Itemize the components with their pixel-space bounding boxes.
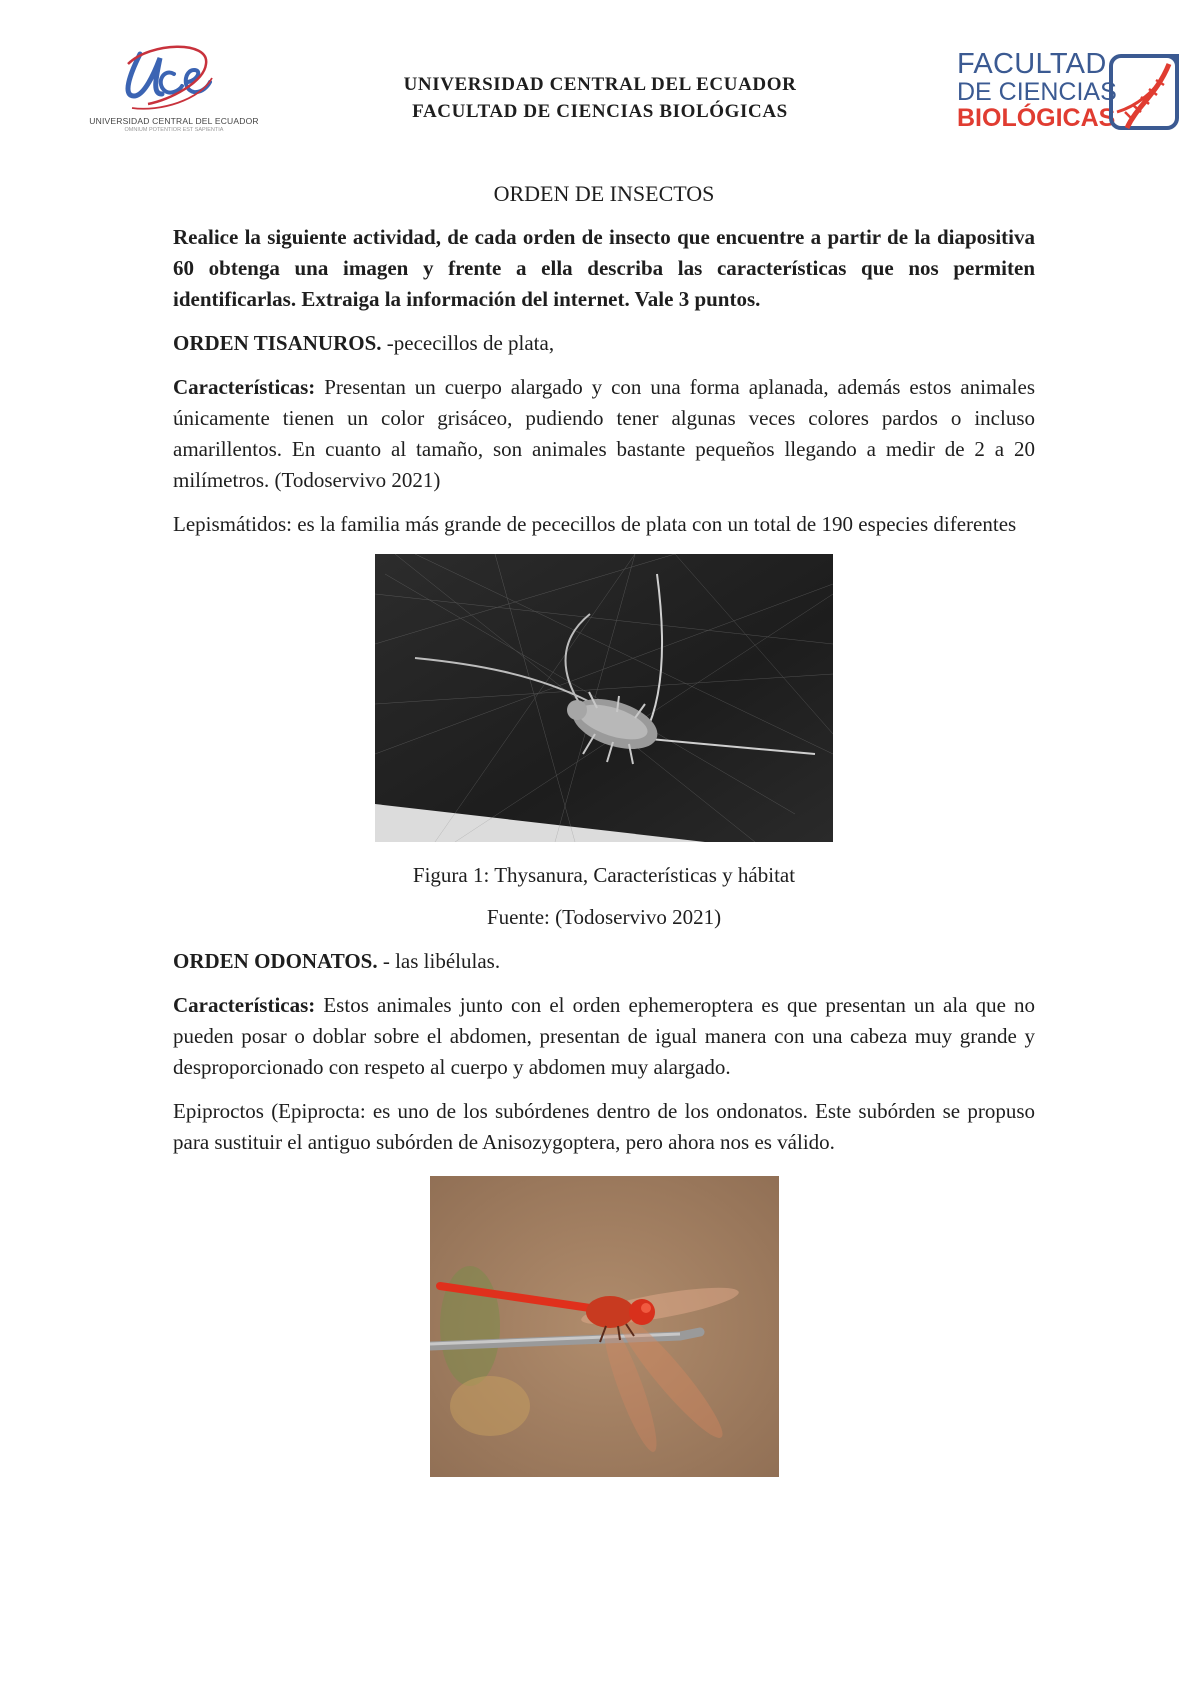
- uce-logo-mark: [70, 34, 270, 120]
- figure-silverfish: [173, 554, 1035, 842]
- section-heading-tisanuros: [173, 328, 1035, 359]
- characteristics-text: Presentan un cuerpo alargado y con una forma aplanada, además estos animales únicamente tienen un color grisáceo, pudiendo tener algunas veces colores pardos o incluso amarillentos. En cuanto al tamaño, son animales bastante pequeños llegando a medir de 2 a 20 milímetros. (Todoservivo 2021): [173, 375, 1035, 492]
- characteristics-paragraph: [173, 990, 1035, 1083]
- family-paragraph: Lepismátidos: es la familia más grande de pececillos de plata con un total de 190 especies diferentes: [173, 512, 1017, 536]
- section-heading-suffix: -pececillos de plata,: [381, 331, 555, 355]
- characteristics-label: Características:: [173, 375, 316, 399]
- figure-source: Fuente: (Todoservivo 2021): [486, 905, 722, 929]
- characteristics-paragraph: [173, 372, 1035, 496]
- characteristics-label: Características:: [173, 993, 316, 1017]
- header-text: [300, 71, 900, 125]
- uce-logo-subcaption: OMNIUM POTENTIOR EST SAPIENTIA: [124, 127, 224, 133]
- section-heading-odonatos: [173, 946, 1035, 977]
- faculty-logo-line3: BIOLÓGICAS: [957, 104, 1116, 132]
- figure-caption: Figura 1: Thysanura, Características y hábitat: [412, 863, 796, 887]
- figure-dragonfly: [173, 1176, 1035, 1477]
- faculty-logo-line2: DE CIENCIAS: [957, 78, 1117, 106]
- suborder-paragraph: Epiproctos (Epiprocta: es uno de los subórdenes dentro de los ondonatos. Este subórden se propuso para sustituir el antiguo subórden de Anisozygoptera, pero ahora nos es válido.: [173, 1099, 1035, 1154]
- document-body: [173, 178, 1035, 1495]
- characteristics-text: Estos animales junto con el orden ephemeroptera es que presentan un ala que no pueden posar o doblar sobre el abdomen, presentan de igual manera con una cabeza muy grande y desproporcionado con respeto al cuerpo y abdomen muy alargado.: [173, 993, 1035, 1079]
- faculty-logo-line1: FACULTAD: [957, 48, 1107, 80]
- dna-icon: [1107, 50, 1181, 132]
- faculty-name: FACULTAD DE CIENCIAS BIOLÓGICAS: [412, 101, 788, 122]
- section-heading-title: ORDEN ODONATOS.: [173, 949, 378, 973]
- university-name: UNIVERSIDAD CENTRAL DEL ECUADOR: [403, 74, 797, 95]
- dragonfly-photo: [430, 1176, 779, 1477]
- uce-logo-caption: UNIVERSIDAD CENTRAL DEL ECUADOR: [89, 116, 259, 126]
- section-heading-suffix: - las libélulas.: [377, 949, 501, 973]
- instructions-paragraph: Realice la siguiente actividad, de cada orden de insecto que encuentre a partir de la diapositiva 60 obtenga una imagen y frente a ella describa las características que nos permiten identificarlas. Extraiga la información del internet. Vale 3 puntos.: [173, 225, 1035, 311]
- section-heading-title: ORDEN TISANUROS.: [173, 331, 382, 355]
- page-title: ORDEN DE INSECTOS: [493, 181, 715, 206]
- faculty-logo: [957, 44, 1182, 134]
- silverfish-photo: [375, 554, 833, 842]
